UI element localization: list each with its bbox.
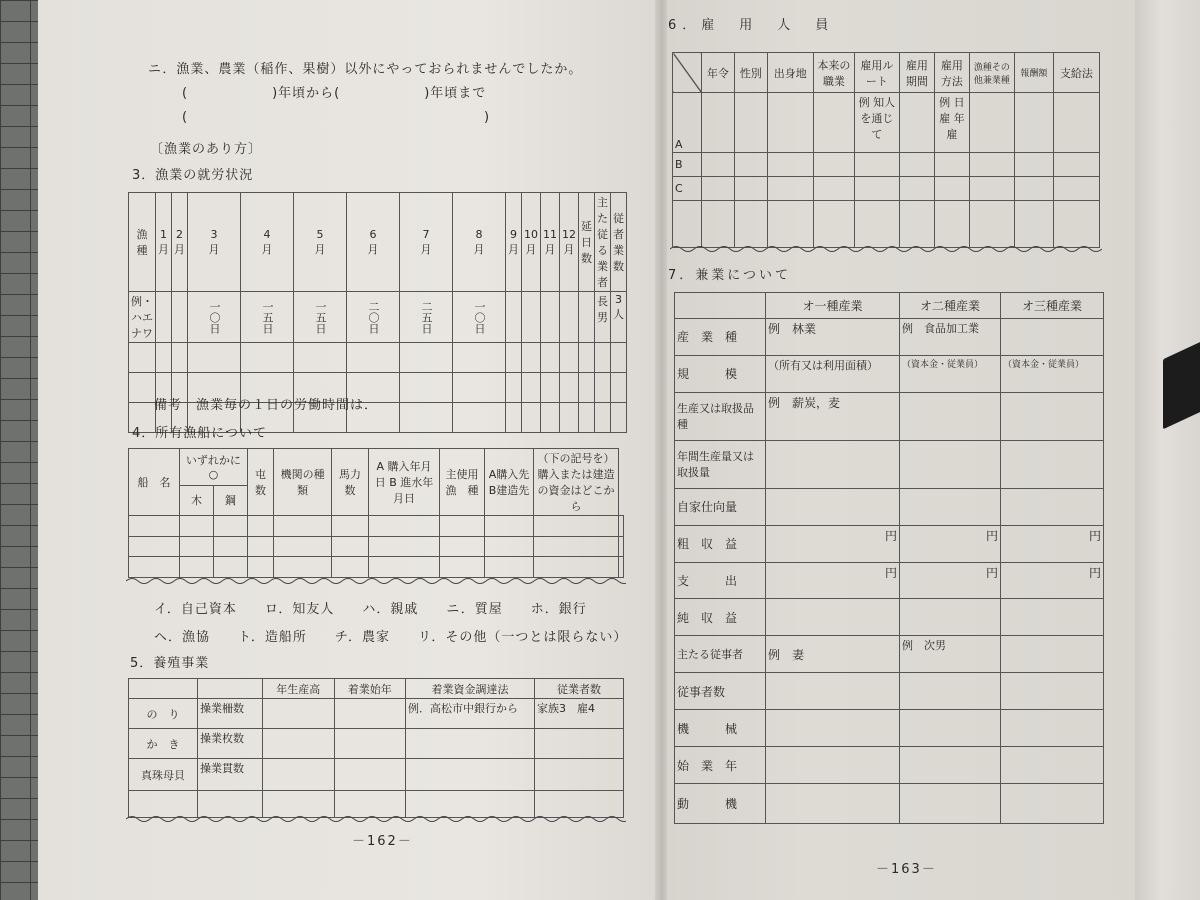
col-month-9: 9 月 xyxy=(506,193,522,292)
employee-table: 年令 性別 出身地 本来の職業 雇用ルート 雇用期間 雇用方法 漁種その他兼業種 報酬額 支給法 A 例 知人を通じて 例 日雇 年雇 B C xyxy=(672,52,1100,248)
col-fish-type: 漁 種 xyxy=(129,193,156,292)
cutting-mat-background xyxy=(0,0,40,900)
row-machinery: 機 械 xyxy=(675,710,1104,747)
blank-close: ) xyxy=(484,110,491,125)
legend-line1: イ．自己資本 ロ．知友人 ハ．親戚 ニ．質屋 ホ．銀行 xyxy=(154,602,587,617)
subsection-label: 〔漁業のあり方〕 xyxy=(150,142,263,157)
legend-line2: ヘ．漁協 ト．造船所 チ．農家 リ．その他（一つとは限らない） xyxy=(154,630,628,645)
question-ni: ニ．漁業、農業（稲作、果樹）以外にやっておられませんでしたか。 xyxy=(148,62,583,77)
col-type2: オ二種産業 xyxy=(900,293,1001,319)
col-month-6: 6 月 xyxy=(347,193,400,292)
row-home-use: 自家仕向量 xyxy=(675,488,1104,525)
wavy-break xyxy=(670,244,1102,254)
row-expenses: 支 出 円 円 円 xyxy=(675,562,1104,599)
section3-note: 備考 漁業毎の１日の労働時間は． xyxy=(154,398,379,413)
col-month-1: 1 月 xyxy=(156,193,172,292)
col-type3: オ三種産業 xyxy=(1001,293,1104,319)
col-month-2: 2 月 xyxy=(172,193,188,292)
wavy-break xyxy=(126,576,626,586)
row-main-worker: 主たる従事者 例 妻 例 次男 xyxy=(675,636,1104,673)
aquaculture-table: 年生産高 着業始年 着業資金調達法 従業者数 の り 操業柵数 例．高松市中銀行から 家族3 雇4 か き 操業枚数 真珠母貝 操業貫数 xyxy=(128,678,624,818)
side-business-table xyxy=(674,292,1104,824)
page-number-right: －163－ xyxy=(876,862,937,877)
col-type1: オ一種産業 xyxy=(766,293,900,319)
row-products: 生産又は取扱品 種 例 薪炭，麦 xyxy=(675,392,1104,440)
col-month-10: 10 月 xyxy=(522,193,541,292)
row-start-year: 始 業 年 xyxy=(675,747,1104,784)
row-worker-count: 従事者数 xyxy=(675,673,1104,710)
col-month-12: 12 月 xyxy=(560,193,579,292)
example-row: 例・ハエナワ 一〇日 一五日 一五日 二〇日 二五日 一〇日 長男 3人 xyxy=(129,292,627,343)
row-annual-output: 年間生産量又は取扱量 xyxy=(675,440,1104,488)
col-main-worker: 主た従る業者 xyxy=(595,193,611,292)
col-month-3: 3 月 xyxy=(188,193,241,292)
row-pearl: 真珠母貝 操業貫数 xyxy=(129,759,624,791)
col-month-11: 11 月 xyxy=(541,193,560,292)
row-nori: の り 操業柵数 例．高松市中銀行から 家族3 雇4 xyxy=(129,699,624,729)
row-kaki: か き 操業枚数 xyxy=(129,729,624,759)
col-total-days: 延日数 xyxy=(579,193,595,292)
row-motive: 動 機 xyxy=(675,784,1104,824)
row-industry: 産 業 種 例 林業 例 食品加工業 xyxy=(675,319,1104,356)
page-edge xyxy=(1135,0,1200,900)
section6-title: 6．雇 用 人 員 xyxy=(668,18,835,33)
section3-title: 3．漁業の就労状況 xyxy=(132,168,254,183)
col-month-5: 5 月 xyxy=(294,193,347,292)
section5-title: 5．養殖事業 xyxy=(130,656,210,671)
blank-open: ( xyxy=(182,110,189,125)
period-line: ( )年頃から( )年頃まで xyxy=(182,86,487,101)
col-month-7: 7 月 xyxy=(400,193,453,292)
page-number-left: －162－ xyxy=(352,834,413,849)
row-gross-income: 粗 収 益 円 円 円 xyxy=(675,525,1104,562)
wavy-break xyxy=(126,814,626,824)
boat-table: 船 名 いずれかに○ 屯数 機関の種類 馬力数 A 購入年月日 B 進水年月日 主使用 漁 種 A購入先 B建造先 （下の記号を）購入または建造の資金はどこから 木 鋼 xyxy=(128,448,624,578)
section4-title: 4．所有漁船について xyxy=(132,426,268,441)
row-scale: 規 模 （所有又は利用面積） （資本金・従業員） （資本金・従業員） xyxy=(675,355,1104,392)
col-month-8: 8 月 xyxy=(453,193,506,292)
section7-title: 7．兼業について xyxy=(668,268,792,283)
col-worker-count: 従者業数 xyxy=(611,193,627,292)
col-month-4: 4 月 xyxy=(241,193,294,292)
row-net-income: 純 収 益 xyxy=(675,599,1104,636)
